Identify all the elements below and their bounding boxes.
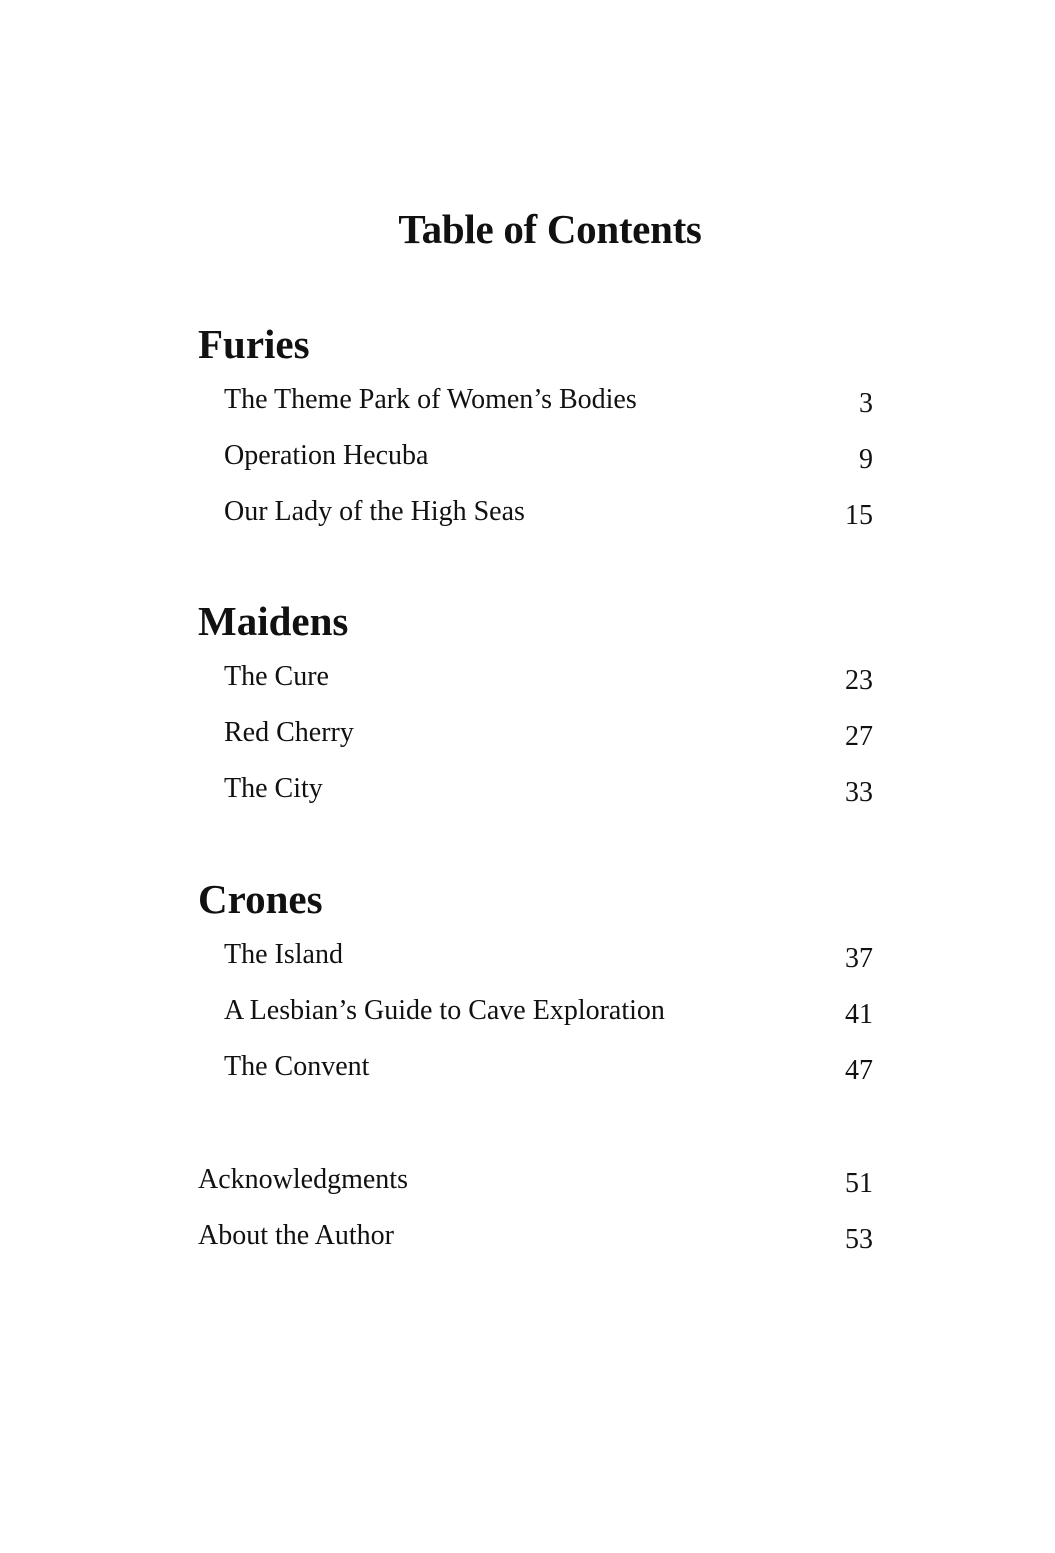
entry-title: Red Cherry	[224, 717, 354, 748]
toc-section-furies	[198, 316, 878, 540]
entry-page-number: 23	[845, 665, 873, 696]
toc-entry[interactable]	[198, 761, 878, 817]
toc-entry[interactable]	[198, 1208, 878, 1264]
entry-page-number: 53	[845, 1224, 873, 1255]
toc-entry[interactable]	[198, 1152, 878, 1208]
entry-title: The City	[224, 773, 323, 804]
entry-title: The Island	[224, 939, 343, 970]
entry-title: A Lesbian’s Guide to Cave Exploration	[224, 995, 665, 1026]
toc-back-matter	[198, 1152, 878, 1264]
section-heading: Maidens	[198, 598, 349, 644]
toc-entry[interactable]	[198, 927, 878, 983]
toc-section-maidens	[198, 593, 878, 817]
page-title: Table of Contents	[398, 206, 702, 252]
entry-page-number: 3	[859, 388, 873, 419]
entry-page-number: 9	[859, 444, 873, 475]
toc-section-crones	[198, 871, 878, 1095]
entry-title: Operation Hecuba	[224, 440, 429, 471]
toc-entry[interactable]	[198, 649, 878, 705]
entry-page-number: 47	[845, 1055, 873, 1086]
toc-entry[interactable]	[198, 705, 878, 761]
entry-page-number: 37	[845, 943, 873, 974]
toc-entry[interactable]	[198, 1039, 878, 1095]
toc-entry[interactable]	[198, 428, 878, 484]
toc-entry[interactable]	[198, 372, 878, 428]
entry-title: The Cure	[224, 661, 329, 692]
section-heading: Furies	[198, 321, 310, 367]
entry-page-number: 33	[845, 777, 873, 808]
entry-page-number: 51	[845, 1168, 873, 1199]
entry-page-number: 15	[845, 500, 873, 531]
entry-title: Our Lady of the High Seas	[224, 496, 525, 527]
entry-title: The Theme Park of Women’s Bodies	[224, 384, 637, 415]
entry-page-number: 41	[845, 999, 873, 1030]
toc-entry[interactable]	[198, 484, 878, 540]
section-heading: Crones	[198, 876, 323, 922]
entry-title: The Convent	[224, 1051, 370, 1082]
entry-page-number: 27	[845, 721, 873, 752]
entry-title: About the Author	[198, 1220, 394, 1251]
toc-entry[interactable]	[198, 983, 878, 1039]
entry-title: Acknowledgments	[198, 1164, 408, 1195]
